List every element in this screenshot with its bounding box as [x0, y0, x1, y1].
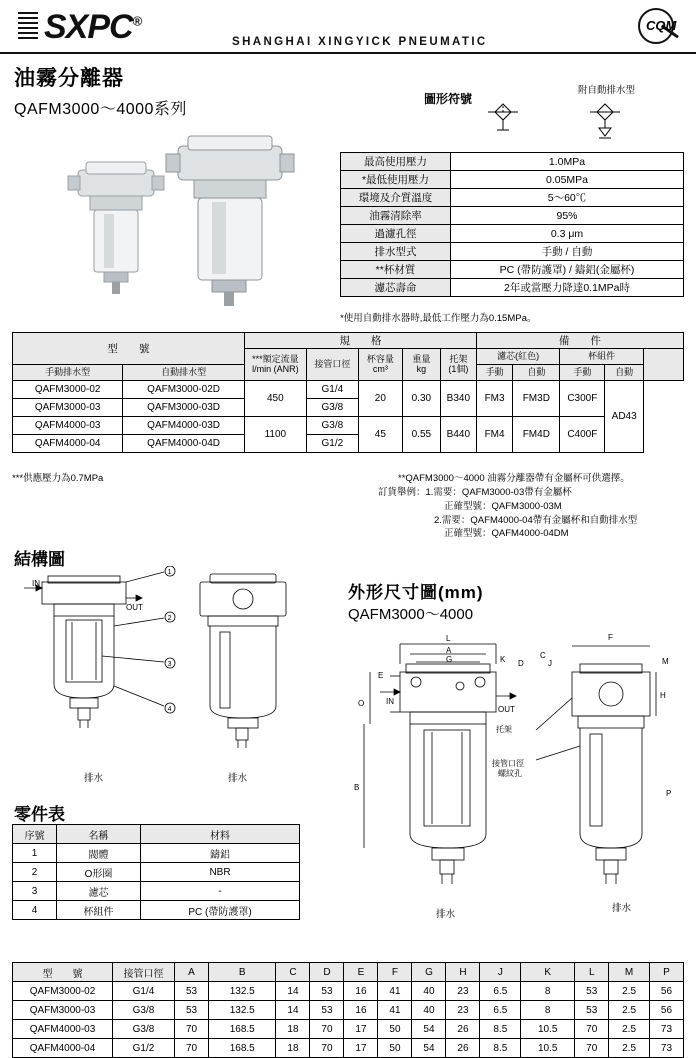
flow-value: 1100 [244, 417, 306, 453]
table-row [341, 261, 684, 279]
dimension-table [12, 962, 684, 1058]
cup-header: 杯組件 [560, 349, 644, 365]
dim-header-e: E [344, 963, 378, 982]
svg-text:G: G [446, 655, 453, 664]
dim-header-model: 型 號 [13, 963, 113, 982]
spec-value: 0.3 μm [451, 225, 684, 243]
dimension-drain-label-right: 排水 [612, 903, 632, 914]
port-value: G3/8 [306, 417, 358, 435]
page-title: 油霧分離器 [14, 67, 124, 90]
dim-d: 70 [310, 1039, 344, 1058]
table-row [13, 1001, 684, 1020]
table-row [13, 844, 300, 863]
dimension-section-subtitle: QAFM3000～4000 [348, 606, 474, 623]
svg-text:1: 1 [167, 569, 172, 576]
dim-port: G1/4 [113, 982, 175, 1001]
auto-drain-header: 自動排水型 [123, 365, 245, 381]
dim-d: 53 [310, 1001, 344, 1020]
model-auto: QAFM3000-03D [123, 399, 245, 417]
dim-j: 8.5 [480, 1039, 521, 1058]
specification-table [340, 152, 684, 297]
svg-text:IN: IN [386, 697, 394, 706]
bracket-value: B440 [440, 417, 476, 453]
dim-header-port: 接管口徑 [113, 963, 175, 982]
part-name: 閥體 [57, 844, 141, 863]
part-name: 濾芯 [57, 882, 141, 901]
svg-text:螺紋孔: 螺紋孔 [498, 769, 522, 778]
table-row [341, 189, 684, 207]
svg-text:B: B [354, 783, 360, 792]
dim-p: 73 [649, 1020, 683, 1039]
cqm-badge-text: CQM [646, 18, 677, 33]
svg-text:M: M [662, 657, 669, 666]
parts-header-material: 材料 [141, 825, 300, 844]
flow-value: 450 [244, 381, 306, 417]
dim-model: QAFM3000-02 [13, 982, 113, 1001]
dim-header-k: K [521, 963, 575, 982]
spec-group-header: 規 格 [244, 333, 476, 349]
table-row [13, 1020, 684, 1039]
structure-drain-label-right: 排水 [228, 773, 248, 784]
cup-volume-value: 20 [358, 381, 402, 417]
dim-b: 168.5 [209, 1039, 276, 1058]
model-auto: QAFM3000-02D [123, 381, 245, 399]
svg-text:3: 3 [167, 661, 172, 668]
weight-header [402, 349, 440, 381]
table-row [341, 207, 684, 225]
part-material: NBR [141, 863, 300, 882]
spec-key: 過濾孔徑 [341, 225, 451, 243]
weight-line2: kg [416, 363, 427, 374]
spec-key: 排水型式 [341, 243, 451, 261]
dim-m: 2.5 [609, 982, 650, 1001]
element-manual-header: 手動 [476, 365, 512, 381]
dim-a: 53 [175, 1001, 209, 1020]
svg-text:L: L [446, 634, 451, 643]
spec-key: 濾芯壽命 [341, 279, 451, 297]
table-row [13, 417, 684, 435]
cup-volume-line2: cm³ [372, 363, 388, 374]
cup-volume-value: 45 [358, 417, 402, 453]
spec-value: 手動 / 自動 [451, 243, 684, 261]
dim-d: 53 [310, 982, 344, 1001]
model-table [12, 332, 684, 453]
dim-j: 8.5 [480, 1020, 521, 1039]
dimension-drawing [340, 620, 684, 920]
dim-h: 23 [446, 1001, 480, 1020]
dim-e: 16 [344, 982, 378, 1001]
spec-value: PC (帶防護罩) / 鑄鋁(金屬杯) [451, 261, 684, 279]
spec-key: 最高使用壓力 [341, 153, 451, 171]
model-manual: QAFM4000-03 [13, 417, 123, 435]
manual-drain-header: 手動排水型 [13, 365, 123, 381]
cup-auto-sub-header: 自動 [605, 365, 644, 381]
port-header: 接管口徑 [306, 349, 358, 381]
spec-key: **杯材質 [341, 261, 451, 279]
structure-in-label: IN [32, 579, 40, 588]
dim-f: 50 [378, 1020, 412, 1039]
dim-m: 2.5 [609, 1001, 650, 1020]
dim-header-p: P [649, 963, 683, 982]
element-manual-value: FM4 [476, 417, 512, 453]
dim-k: 8 [521, 982, 575, 1001]
bracket-line2: (1個) [448, 363, 469, 374]
cup-volume-line1: 杯容量 [366, 354, 394, 365]
flow-header [244, 349, 306, 381]
dim-c: 14 [276, 1001, 310, 1020]
svg-text:K: K [500, 655, 506, 664]
structure-drawing [14, 566, 314, 786]
part-name: O形圈 [57, 863, 141, 882]
dim-a: 53 [175, 982, 209, 1001]
table-row [341, 279, 684, 297]
model-auto: QAFM4000-04D [123, 435, 245, 453]
spec-value: 1.0MPa [451, 153, 684, 171]
spec-value: 95% [451, 207, 684, 225]
dim-header-j: J [480, 963, 521, 982]
model-manual: QAFM4000-04 [13, 435, 123, 453]
dim-c: 18 [276, 1039, 310, 1058]
element-auto-value: FM4D [513, 417, 560, 453]
dim-a: 70 [175, 1020, 209, 1039]
table-row [13, 982, 684, 1001]
dim-c: 14 [276, 982, 310, 1001]
table-row [341, 225, 684, 243]
table-row [13, 882, 300, 901]
dim-k: 10.5 [521, 1039, 575, 1058]
dim-header-d: D [310, 963, 344, 982]
dim-header-h: H [446, 963, 480, 982]
dim-a: 70 [175, 1039, 209, 1058]
dim-l: 70 [575, 1020, 609, 1039]
model-manual: QAFM3000-03 [13, 399, 123, 417]
element-header: 濾芯(紅色) [476, 349, 559, 365]
page-header [0, 0, 696, 52]
svg-text:E: E [378, 671, 384, 680]
dim-port: G1/2 [113, 1039, 175, 1058]
element-auto-value: FM3D [513, 381, 560, 417]
dim-l: 70 [575, 1039, 609, 1058]
dim-h: 26 [446, 1039, 480, 1058]
parts-header-name: 名稱 [57, 825, 141, 844]
dim-b: 132.5 [209, 1001, 276, 1020]
dim-p: 56 [649, 1001, 683, 1020]
spec-value: 5～60℃ [451, 189, 684, 207]
part-material: - [141, 882, 300, 901]
registered-mark: ® [132, 13, 142, 29]
spec-value: 0.05MPa [451, 171, 684, 189]
dim-g: 40 [412, 982, 446, 1001]
dim-m: 2.5 [609, 1039, 650, 1058]
element-auto-header: 自動 [513, 365, 560, 381]
cup-manual-header: 手動 [560, 365, 605, 381]
symbol-diagram [480, 100, 670, 145]
table-row [13, 1039, 684, 1058]
dim-m: 2.5 [609, 1020, 650, 1039]
order-example-line-2: 正確型號：QAFM3000-03M [444, 500, 562, 512]
dim-model: QAFM4000-04 [13, 1039, 113, 1058]
order-example-line-1: 訂貨舉例：1.需要：QAFM3000-03帶有金屬杯 [378, 487, 572, 498]
table-row [13, 381, 684, 399]
table-header-row [13, 963, 684, 982]
svg-text:OUT: OUT [498, 705, 515, 714]
svg-text:2: 2 [167, 615, 172, 622]
flow-header-line1: ***額定流量 [252, 354, 299, 365]
dim-k: 10.5 [521, 1020, 575, 1039]
parts-header-no: 序號 [13, 825, 57, 844]
table-header-row [13, 825, 300, 844]
company-logo [44, 8, 141, 47]
dim-port: G3/8 [113, 1020, 175, 1039]
svg-text:H: H [660, 691, 666, 700]
spec-key: *最低使用壓力 [341, 171, 451, 189]
part-no: 1 [13, 844, 57, 863]
dim-b: 132.5 [209, 982, 276, 1001]
dim-e: 17 [344, 1039, 378, 1058]
dim-h: 23 [446, 982, 480, 1001]
structure-drain-label-left: 排水 [84, 773, 104, 784]
flow-header-line2: l/min (ANR) [252, 363, 299, 374]
cup-volume-header [358, 349, 402, 381]
bracket-header [440, 349, 476, 381]
part-no: 2 [13, 863, 57, 882]
svg-text:C: C [540, 651, 546, 660]
table-row [341, 243, 684, 261]
element-manual-value: FM3 [476, 381, 512, 417]
symbol-note: 附自動排水型 [578, 85, 636, 96]
structure-out-label: OUT [126, 603, 143, 612]
svg-text:A: A [446, 646, 452, 655]
table-row [13, 863, 300, 882]
dim-header-f: F [378, 963, 412, 982]
dim-f: 41 [378, 1001, 412, 1020]
table-row [341, 153, 684, 171]
structure-section-title: 結構圖 [14, 550, 65, 569]
model-note-left: ***供應壓力為0.7MPa [12, 473, 104, 484]
cup-auto-value: AD43 [605, 381, 644, 453]
svg-text:接管口徑: 接管口徑 [492, 759, 524, 768]
dim-l: 53 [575, 1001, 609, 1020]
model-note-right: **QAFM3000～4000 油霧分離器帶有金屬杯可供選擇。 [398, 473, 630, 484]
dim-k: 8 [521, 1001, 575, 1020]
parts-section-title: 零件表 [14, 805, 65, 824]
dimension-section-title: 外形尺寸圖(mm) [348, 583, 484, 602]
weight-line1: 重量 [412, 354, 431, 365]
dim-g: 54 [412, 1039, 446, 1058]
cqm-badge-icon [638, 8, 682, 48]
cup-auto-header [644, 349, 684, 381]
parts-table [12, 824, 300, 920]
table-header-row [13, 333, 684, 349]
port-value: G3/8 [306, 399, 358, 417]
cup-manual-value: C400F [560, 417, 605, 453]
part-no: 4 [13, 901, 57, 920]
product-photo [60, 132, 320, 312]
dim-p: 56 [649, 982, 683, 1001]
dim-header-b: B [209, 963, 276, 982]
dim-f: 41 [378, 982, 412, 1001]
dim-header-m: M [609, 963, 650, 982]
svg-text:J: J [548, 659, 552, 668]
order-example-line-4: 正確型號：QAFM4000-04DM [444, 528, 569, 540]
dim-h: 26 [446, 1020, 480, 1039]
dim-g: 54 [412, 1020, 446, 1039]
bracket-line1: 托架 [449, 354, 468, 365]
dim-g: 40 [412, 1001, 446, 1020]
dim-c: 18 [276, 1020, 310, 1039]
dim-model: QAFM4000-03 [13, 1020, 113, 1039]
part-material: 鑄鋁 [141, 844, 300, 863]
svg-text:托架: 托架 [496, 725, 512, 734]
part-material: PC (帶防護罩) [141, 901, 300, 920]
dim-model: QAFM3000-03 [13, 1001, 113, 1020]
weight-value: 0.30 [402, 381, 440, 417]
dim-header-g: G [412, 963, 446, 982]
page-subtitle: QAFM3000～4000系列 [14, 101, 187, 118]
spec-value: 2年或當壓力降達0.1MPa時 [451, 279, 684, 297]
table-row [341, 171, 684, 189]
logo-text: SXPC [44, 8, 133, 46]
order-example [378, 486, 637, 541]
model-manual: QAFM3000-02 [13, 381, 123, 399]
part-name: 杯組件 [57, 901, 141, 920]
svg-text:4: 4 [167, 706, 172, 713]
svg-text:P: P [666, 789, 672, 798]
spec-key: 油霧清除率 [341, 207, 451, 225]
dim-header-c: C [276, 963, 310, 982]
dim-j: 6.5 [480, 1001, 521, 1020]
order-example-line-3: 2.需要：QAFM4000-04帶有金屬杯和自動排水型 [434, 514, 638, 526]
spec-key: 環境及介質溫度 [341, 189, 451, 207]
cup-manual-value: C300F [560, 381, 605, 417]
weight-value: 0.55 [402, 417, 440, 453]
model-auto: QAFM4000-03D [123, 417, 245, 435]
logo-stripes-icon [18, 12, 38, 38]
part-no: 3 [13, 882, 57, 901]
dim-j: 6.5 [480, 982, 521, 1001]
dim-header-a: A [175, 963, 209, 982]
dim-d: 70 [310, 1020, 344, 1039]
symbol-title: 圖形符號 [424, 92, 473, 106]
dim-e: 17 [344, 1020, 378, 1039]
header-divider [0, 52, 696, 54]
dim-p: 73 [649, 1039, 683, 1058]
port-value: G1/4 [306, 381, 358, 399]
dim-l: 53 [575, 982, 609, 1001]
dim-header-l: L [575, 963, 609, 982]
table-row [13, 901, 300, 920]
svg-text:F: F [608, 633, 613, 642]
model-group-header: 型 號 [13, 333, 245, 365]
dim-port: G3/8 [113, 1001, 175, 1020]
port-value: G1/2 [306, 435, 358, 453]
dim-b: 168.5 [209, 1020, 276, 1039]
svg-text:D: D [518, 659, 524, 668]
parts-group-header: 備 件 [476, 333, 683, 349]
bracket-value: B340 [440, 381, 476, 417]
dim-e: 16 [344, 1001, 378, 1020]
svg-text:O: O [358, 699, 365, 708]
spec-footnote: *使用自動排水器時,最低工作壓力為0.15MPa。 [340, 313, 537, 324]
company-headline: SHANGHAI XINGYICK PNEUMATIC [232, 36, 488, 48]
dim-f: 50 [378, 1039, 412, 1058]
dimension-drain-label-left: 排水 [436, 909, 456, 920]
